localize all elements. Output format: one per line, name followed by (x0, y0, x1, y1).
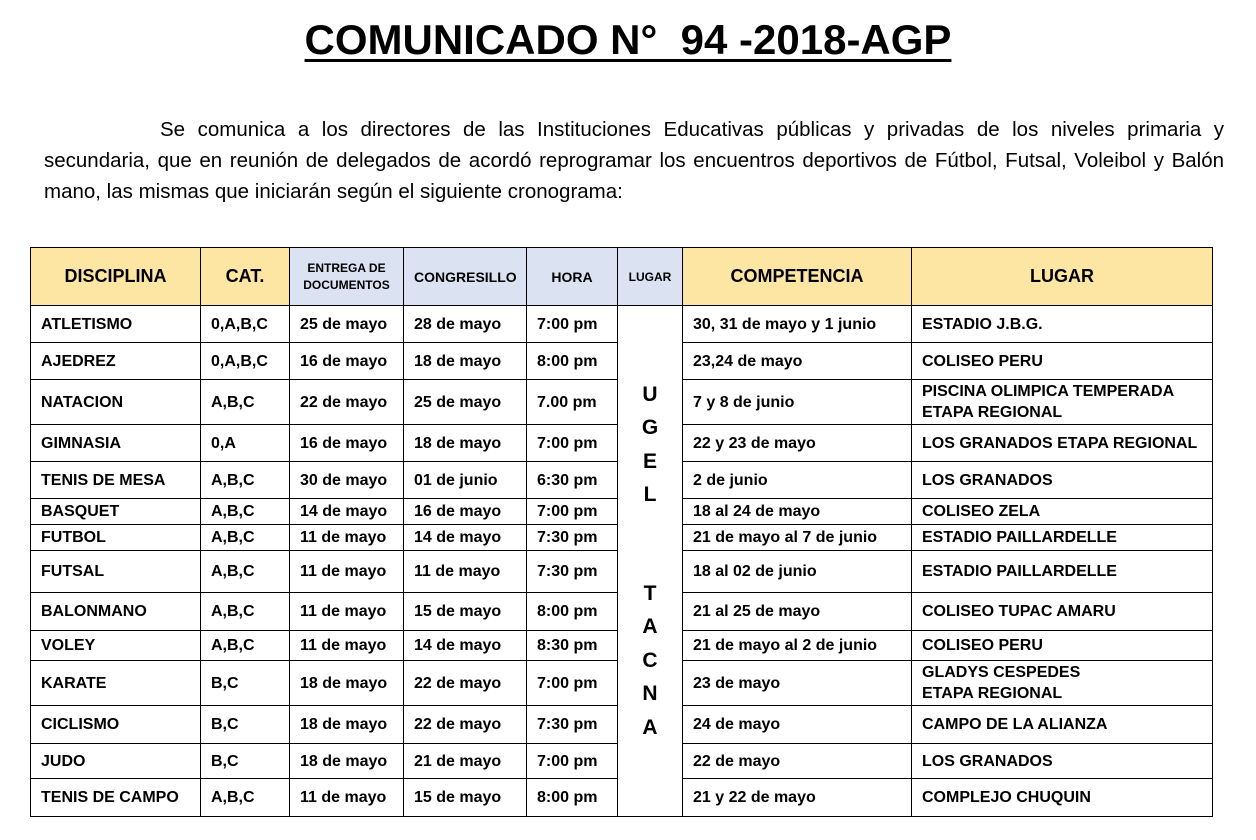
cell-competencia: 21 y 22 de mayo (683, 779, 912, 817)
cell-hora: 7.00 pm (527, 380, 618, 425)
cell-entrega: 16 de mayo (290, 425, 404, 462)
page-title-text: COMUNICADO N° 94 -2018-AGP (304, 16, 952, 63)
cell-lugar (912, 343, 1213, 380)
cell-hora: 8:00 pm (527, 343, 618, 380)
cell-competencia: 22 de mayo (683, 744, 912, 779)
ugel-letter: L (643, 483, 657, 507)
cell-disciplina: ATLETISMO (31, 306, 201, 343)
cell-lugar-line: COLISEO PERU (922, 352, 1043, 370)
table-row (31, 306, 1213, 343)
cell-entrega: 25 de mayo (290, 306, 404, 343)
cell-lugar (912, 499, 1213, 525)
cell-lugar-line: COLISEO TUPAC AMARU (922, 603, 1116, 620)
cell-cat: A,B,C (201, 631, 290, 661)
cell-lugar-line: ESTADIO J.B.G. (922, 315, 1043, 333)
cell-entrega: 18 de mayo (290, 706, 404, 744)
cell-cat: 0,A,B,C (201, 306, 290, 343)
cell-lugar-line: PISCINA OLIMPICA TEMPERADA (922, 383, 1175, 400)
cell-hora: 8:30 pm (527, 631, 618, 661)
cell-entrega: 22 de mayo (290, 380, 404, 425)
cell-disciplina: FUTBOL (31, 525, 201, 551)
cell-disciplina: TENIS DE MESA (31, 462, 201, 499)
cell-disciplina: VOLEY (31, 631, 201, 661)
cell-competencia: 22 y 23 de mayo (683, 425, 912, 462)
cell-competencia: 18 al 24 de mayo (683, 499, 912, 525)
cell-hora: 6:30 pm (527, 462, 618, 499)
cell-lugar-line: COLISEO PERU (922, 637, 1043, 654)
cell-lugar-line: ESTADIO PAILLARDELLE (922, 563, 1117, 580)
cell-hora: 7:00 pm (527, 661, 618, 706)
cell-hora: 7:00 pm (527, 425, 618, 462)
cell-cat: 0,A,B,C (201, 343, 290, 380)
cell-congresillo: 25 de mayo (404, 380, 527, 425)
cell-disciplina: BALONMANO (31, 593, 201, 631)
cell-cat: A,B,C (201, 551, 290, 593)
cell-disciplina: AJEDREZ (31, 343, 201, 380)
cell-lugar-line: LOS GRANADOS (922, 752, 1053, 770)
table-header-row (31, 248, 1213, 306)
cell-congresillo: 21 de mayo (404, 744, 527, 779)
cell-cat: 0,A (201, 425, 290, 462)
cell-cat: B,C (201, 661, 290, 706)
cell-entrega: 11 de mayo (290, 779, 404, 817)
page-title (0, 14, 1256, 66)
cell-hora: 7:00 pm (527, 306, 618, 343)
cell-cat: B,C (201, 706, 290, 744)
cell-cat: A,B,C (201, 462, 290, 499)
cell-competencia: 2 de junio (683, 462, 912, 499)
cell-lugar (912, 779, 1213, 817)
cell-lugar-line: COMPLEJO CHUQUIN (922, 789, 1091, 806)
cell-competencia: 21 de mayo al 2 de junio (683, 631, 912, 661)
cell-competencia: 21 al 25 de mayo (683, 593, 912, 631)
cell-lugar-line: ETAPA REGIONAL (922, 404, 1063, 421)
cell-cat: B,C (201, 744, 290, 779)
ugel-letter: U (642, 382, 658, 406)
tacna-letter: N (642, 682, 658, 706)
cell-cat: A,B,C (201, 499, 290, 525)
header-lugar-small: LUGAR (618, 248, 683, 306)
cell-congresillo: 15 de mayo (404, 779, 527, 817)
cell-congresillo: 18 de mayo (404, 425, 527, 462)
cell-lugar (912, 380, 1213, 425)
cell-lugar (912, 306, 1213, 343)
cell-lugar (912, 661, 1213, 706)
cell-disciplina: JUDO (31, 744, 201, 779)
cell-entrega: 18 de mayo (290, 744, 404, 779)
cell-lugar (912, 425, 1213, 462)
cell-entrega: 11 de mayo (290, 593, 404, 631)
cell-entrega: 16 de mayo (290, 343, 404, 380)
header-entrega-line1: ENTREGA DE (307, 260, 386, 275)
cell-lugar (912, 593, 1213, 631)
cell-congresillo: 22 de mayo (404, 661, 527, 706)
ugel-tacna-vertical-text (618, 378, 682, 745)
cell-entrega: 11 de mayo (290, 631, 404, 661)
cell-disciplina: NATACION (31, 380, 201, 425)
cell-congresillo: 01 de junio (404, 462, 527, 499)
tacna-letter: T (643, 581, 657, 605)
cell-lugar (912, 706, 1213, 744)
cell-congresillo: 14 de mayo (404, 631, 527, 661)
cell-entrega: 11 de mayo (290, 551, 404, 593)
cell-hora: 7:00 pm (527, 499, 618, 525)
cell-lugar-line: LOS GRANADOS (922, 471, 1053, 489)
cell-hora: 7:30 pm (527, 525, 618, 551)
cell-cat: A,B,C (201, 779, 290, 817)
cell-disciplina: GIMNASIA (31, 425, 201, 462)
cell-disciplina: CICLISMO (31, 706, 201, 744)
cell-entrega: 14 de mayo (290, 499, 404, 525)
cell-lugar-line: COLISEO ZELA (922, 503, 1041, 520)
cell-congresillo: 11 de mayo (404, 551, 527, 593)
cell-cat: A,B,C (201, 593, 290, 631)
cell-hora: 8:00 pm (527, 779, 618, 817)
header-lugar: LUGAR (912, 248, 1213, 306)
cell-disciplina: KARATE (31, 661, 201, 706)
cell-cat: A,B,C (201, 380, 290, 425)
cell-congresillo: 22 de mayo (404, 706, 527, 744)
cell-disciplina: FUTSAL (31, 551, 201, 593)
cell-entrega: 30 de mayo (290, 462, 404, 499)
cell-lugar (912, 462, 1213, 499)
cell-entrega: 18 de mayo (290, 661, 404, 706)
cell-entrega: 11 de mayo (290, 525, 404, 551)
intro-paragraph: Se comunica a los directores de las Instituciones Educativas públicas y privadas de los niveles primaria y secundaria, que en reunión de delegados de acordó reprogramar los encuentros deportivos de Fútbol, Futsal, Voleibol y Balón mano, las mismas que iniciarán según el siguiente cronograma: (44, 118, 1224, 203)
cell-lugar-line: GLADYS CESPEDES (922, 664, 1081, 681)
cell-ugel-tacna (618, 306, 683, 817)
header-competencia: COMPETENCIA (683, 248, 912, 306)
cell-competencia: 24 de mayo (683, 706, 912, 744)
cell-congresillo: 15 de mayo (404, 593, 527, 631)
header-entrega (290, 248, 404, 306)
cell-competencia: 23,24 de mayo (683, 343, 912, 380)
cell-hora: 7:00 pm (527, 744, 618, 779)
cell-congresillo: 28 de mayo (404, 306, 527, 343)
tacna-letter: A (642, 615, 658, 639)
cell-competencia: 21 de mayo al 7 de junio (683, 525, 912, 551)
ugel-letter: E (642, 449, 657, 473)
schedule-table (30, 247, 1213, 817)
header-cat: CAT. (201, 248, 290, 306)
tacna-letter: A (642, 715, 658, 739)
cell-lugar (912, 744, 1213, 779)
cell-disciplina: BASQUET (31, 499, 201, 525)
header-congresillo: CONGRESILLO (404, 248, 527, 306)
cell-competencia: 7 y 8 de junio (683, 380, 912, 425)
cell-hora: 7:30 pm (527, 706, 618, 744)
cell-hora: 7:30 pm (527, 551, 618, 593)
ugel-letter: G (641, 416, 659, 440)
ugel-word-gap (618, 512, 682, 577)
cell-lugar (912, 631, 1213, 661)
cell-lugar (912, 525, 1213, 551)
cell-cat: A,B,C (201, 525, 290, 551)
cell-lugar (912, 551, 1213, 593)
header-disciplina: DISCIPLINA (31, 248, 201, 306)
cell-lugar-line: CAMPO DE LA ALIANZA (922, 716, 1108, 733)
cell-congresillo: 16 de mayo (404, 499, 527, 525)
header-hora: HORA (527, 248, 618, 306)
tacna-letter: C (642, 648, 658, 672)
cell-congresillo: 18 de mayo (404, 343, 527, 380)
cell-competencia: 18 al 02 de junio (683, 551, 912, 593)
cell-competencia: 23 de mayo (683, 661, 912, 706)
cell-lugar-line: ETAPA REGIONAL (922, 685, 1063, 702)
cell-congresillo: 14 de mayo (404, 525, 527, 551)
cell-hora: 8:00 pm (527, 593, 618, 631)
header-entrega-line2: DOCUMENTOS (303, 277, 390, 292)
cell-lugar-line: ESTADIO PAILLARDELLE (922, 529, 1117, 546)
cell-disciplina: TENIS DE CAMPO (31, 779, 201, 817)
cell-lugar-line: LOS GRANADOS ETAPA REGIONAL (922, 434, 1198, 452)
cell-competencia: 30, 31 de mayo y 1 junio (683, 306, 912, 343)
